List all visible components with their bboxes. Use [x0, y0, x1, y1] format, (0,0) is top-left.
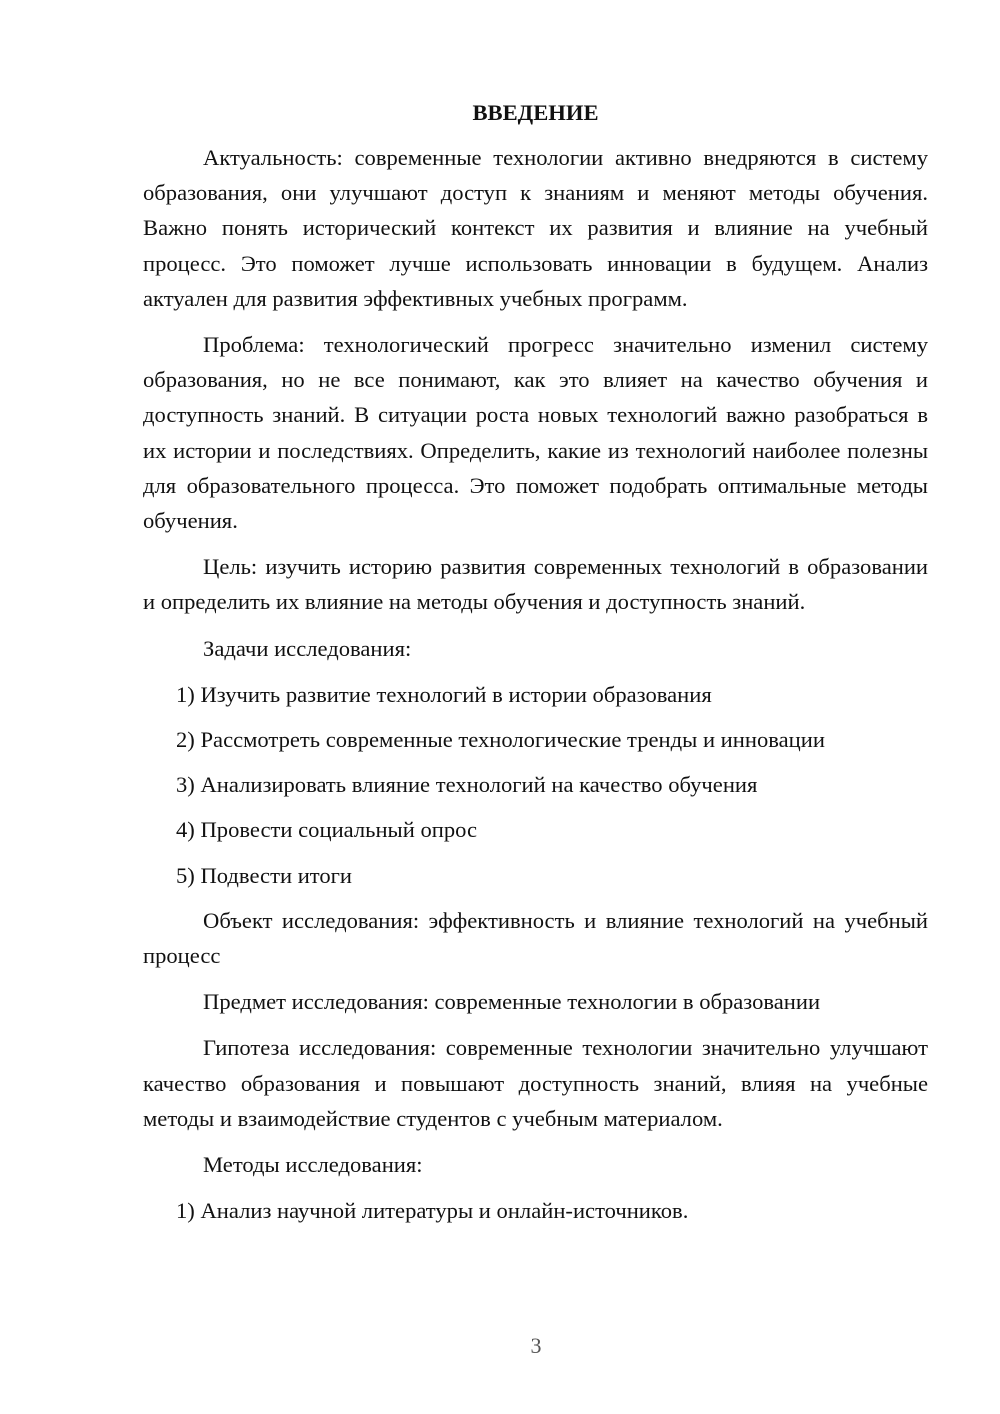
task-item: 4) Провести социальный опрос	[176, 817, 478, 843]
page-title: ВВЕДЕНИЕ	[472, 100, 599, 125]
page-content	[143, 95, 928, 1238]
page-number: 3	[530, 1333, 542, 1358]
hypothesis-paragraph: Гипотеза исследования: современные технологии значительно улучшают качество образования и повышают доступность знаний, влияя на учебные методы и взаимодействие студентов с учебным материалом.	[143, 1035, 928, 1131]
tasks-heading: Задачи исследования:	[203, 635, 412, 661]
object-paragraph: Объект исследования: эффективность и влияние технологий на учебный процесс	[143, 907, 928, 969]
goal-paragraph: Цель: изучить историю развития современных технологий в образовании и определить их влияние на методы обучения и доступность знаний.	[143, 554, 928, 615]
task-item: 1) Изучить развитие технологий в истории образования	[176, 681, 712, 707]
task-item: 2) Рассмотреть современные технологические тренды и инновации	[176, 727, 825, 753]
task-item: 3) Анализировать влияние технологий на качество обучения	[176, 772, 758, 798]
problem-paragraph: Проблема: технологический прогресс значительно изменил систему образования, но не все понимают, как это влияет на качество обучения и доступность знаний. В ситуации роста новых технологий важно разобраться в их истории и последствиях. Определить, какие из технологий наиболее полезны для образовательного процесса. Это поможет подобрать оптимальные методы обучения.	[143, 332, 928, 534]
task-item: 5) Подвести итоги	[176, 862, 353, 888]
subject-paragraph: Предмет исследования: современные технологии в образовании	[203, 989, 821, 1015]
methods-heading: Методы исследования:	[203, 1152, 423, 1178]
relevance-paragraph: Актуальность: современные технологии активно внедряются в систему образования, они улучшают доступ к знаниям и меняют методы обучения. Важно понять исторический контекст их развития и влияние на учебный процесс. Это поможет лучше использовать инновации в будущем. Анализ актуален для развития эффективных учебных программ.	[143, 145, 928, 311]
method-item: 1) Анализ научной литературы и онлайн-источников.	[176, 1198, 689, 1224]
